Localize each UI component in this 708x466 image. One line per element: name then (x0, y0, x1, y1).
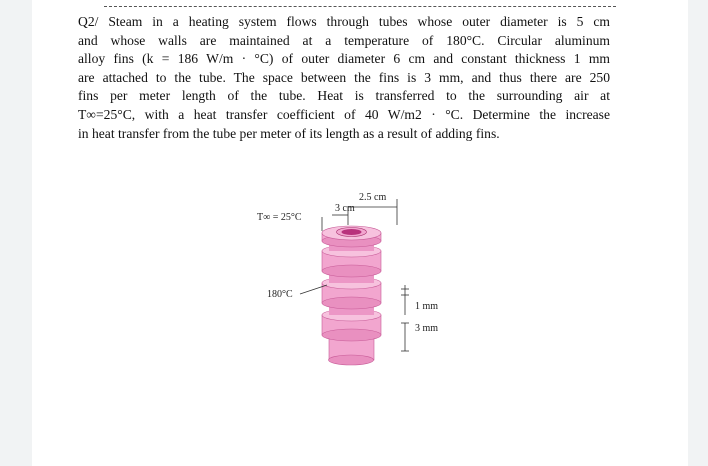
question-line: Q2/ Steam in a heating system flows through tubes whose outer diameter is 5 cm (78, 14, 610, 29)
question-line: fins per meter length of the tube. Heat is transferred to the surrounding air at (78, 88, 610, 104)
label-fin-spacing: 3 mm (415, 323, 439, 334)
question-line: and whose walls are maintained at a temperature of 180°C. Circular aluminum (78, 32, 610, 48)
label-tube-radius: 2.5 cm (359, 192, 387, 203)
label-wall-temp: 180°C (267, 289, 293, 300)
label-fin-thickness: 1 mm (415, 301, 439, 312)
question-line: T∞=25°C, with a heat transfer coefficient of 40 W/m2 · °C. Determine the increase (78, 106, 610, 122)
question-line: are attached to the tube. The space between the fins is 3 mm, and thus there are 250 (78, 69, 610, 85)
question-line: alloy fins (k = 186 W/m · °C) of outer diameter 6 cm and constant thickness 1 mm (78, 51, 610, 67)
label-fin-radius: 3 cm (335, 203, 355, 214)
question-line: in heat transfer from the tube per meter of its length as a result of adding fins. (78, 125, 500, 141)
top-divider (104, 6, 616, 7)
question-text (78, 13, 610, 143)
fin-stack (322, 226, 381, 365)
finned-tube-figure (255, 185, 465, 375)
fin-dimension-lines (401, 285, 409, 351)
label-ambient-temp: T∞ = 25°C (257, 212, 302, 223)
